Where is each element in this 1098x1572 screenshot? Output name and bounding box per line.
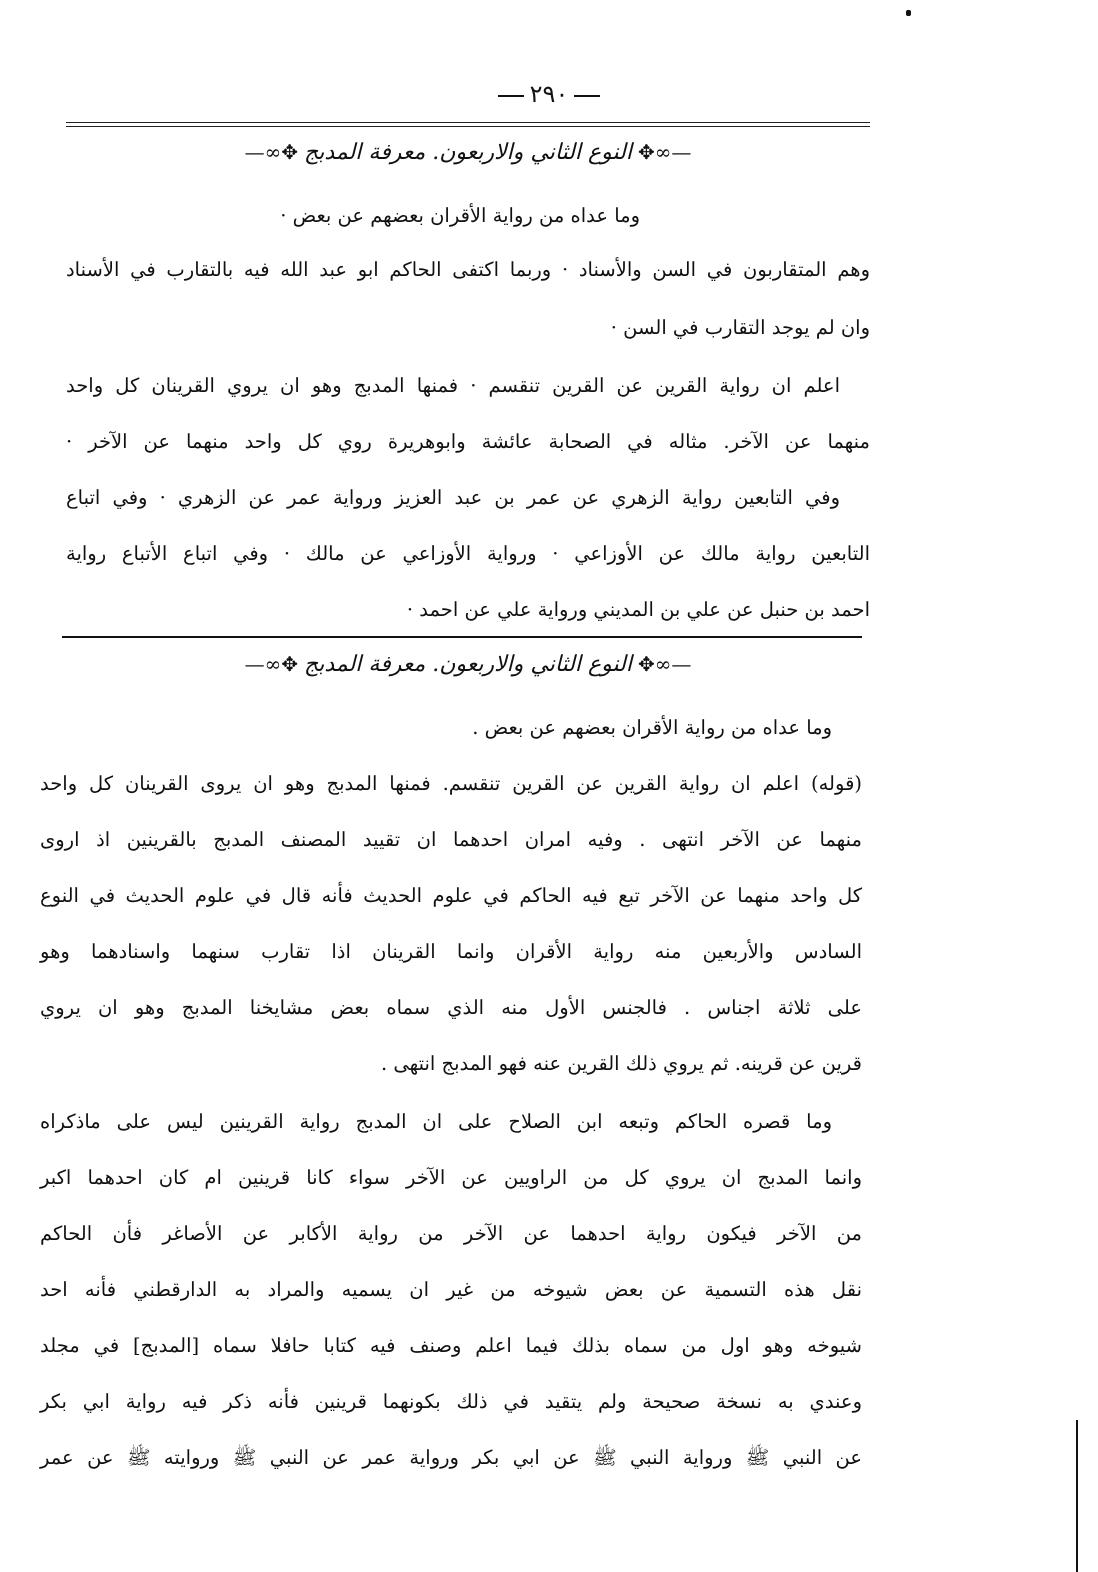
page-number-dash-right — [574, 95, 600, 97]
section2-line: وعندي به نسخة صحيحة ولم يتقيد في ذلك بكونهما قرينين فأنه ذكر فيه رواية ابي بكر — [40, 1390, 862, 1413]
section1-heading-text: النوع الثاني والاربعون. معرفة المدبج — [304, 140, 632, 165]
section2-line: (قوله) اعلم ان رواية القرين عن القرين تنقسم. فمنها المدبج وهو ان يروى القرينان كل واحد — [40, 772, 862, 795]
section1-line: وما عداه من رواية الأقران بعضهم عن بعض · — [280, 204, 640, 227]
section2-line: شيوخه وهو اول من سماه بذلك فيما اعلم وصنف فيه كتابا حافلا سماه [المدبج] في مجلد — [40, 1334, 862, 1357]
page-number-dash-left — [498, 95, 524, 97]
header-rule — [66, 122, 870, 127]
ink-speck — [906, 10, 911, 16]
section1-heading — [66, 140, 870, 165]
section2-line: وما عداه من رواية الأقران بعضهم عن بعض . — [472, 716, 832, 739]
section2-heading-text: النوع الثاني والاربعون. معرفة المدبج — [304, 652, 632, 677]
page-number — [0, 80, 1098, 108]
section2-line: السادس والأربعين منه رواية الأقران وانما القرينان اذا تقارب سنهما واسنادهما وهو — [40, 940, 862, 963]
section1-line: احمد بن حنبل عن علي بن المديني ورواية علي عن احمد · — [406, 598, 870, 621]
section2-line: وما قصره الحاكم وتبعه ابن الصلاح على ان المدبج رواية القرينين ليس على ماذكراه — [40, 1110, 832, 1133]
ornament-icon: —∞✥ — [637, 140, 692, 164]
section1-line: وهم المتقاربون في السن والأسناد · وربما اكتفى الحاكم ابو عبد الله فيه بالتقارب في الأسناد — [66, 258, 870, 281]
ornament-icon: ✥∞— — [244, 140, 299, 164]
section1-line: اعلم ان رواية القرين عن القرين تنقسم · فمنها المدبج وهو ان يروي القرينان كل واحد — [66, 374, 840, 397]
section2-line: عن النبي ﷺ ورواية النبي ﷺ عن ابي بكر ورواية عمر عن النبي ﷺ وروايته ﷺ عن عمر — [40, 1446, 862, 1469]
section2-line: منهما عن الآخر انتهى . وفيه امران احدهما ان تقييد المصنف المدبج بالقرينين اذ اروى — [40, 828, 862, 851]
section2-line: من الآخر فيكون رواية احدهما عن الآخر من رواية الأكابر عن الأصاغر فأن الحاكم — [40, 1222, 862, 1245]
section2-line: على ثلاثة اجناس . فالجنس الأول منه الذي سماه بعض مشايخنا المدبج وهو ان يروي — [40, 996, 862, 1019]
section1-line: منهما عن الآخر. مثاله في الصحابة عائشة وابوهريرة روي كل واحد منهما عن الآخر · — [66, 430, 870, 453]
section-divider — [62, 636, 862, 638]
section2-heading — [66, 652, 870, 677]
ornament-icon: —∞✥ — [637, 652, 692, 676]
section2-line: كل واحد منهما عن الآخر تبع فيه الحاكم في علوم الحديث فأنه قال في علوم الحديث في النوع — [40, 884, 862, 907]
section1-line: التابعين رواية مالك عن الأوزاعي · ورواية الأوزاعي عن مالك · وفي اتباع الأتباع رواية — [66, 542, 870, 565]
section2-line: قرين عن قرينه. ثم يروي ذلك القرين عنه فهو المدبج انتهى . — [380, 1052, 862, 1075]
section2-line: وانما المدبج ان يروي كل من الراويين عن الآخر سواء كانا قرينين ام كان احدهما اكبر — [40, 1166, 862, 1189]
section1-line: وان لم يوجد التقارب في السن · — [610, 316, 870, 339]
page-number-text: ٢٩٠ — [529, 80, 569, 108]
ornament-icon: ✥∞— — [244, 652, 299, 676]
margin-line — [1076, 1420, 1078, 1572]
section2-line: نقل هذه التسمية عن بعض شيوخه من غير ان يسميه والمراد به الدارقطني فأنه احد — [40, 1278, 862, 1301]
section1-line: وفي التابعين رواية الزهري عن عمر بن عبد العزيز ورواية عمر عن الزهري · وفي اتباع — [66, 486, 840, 509]
